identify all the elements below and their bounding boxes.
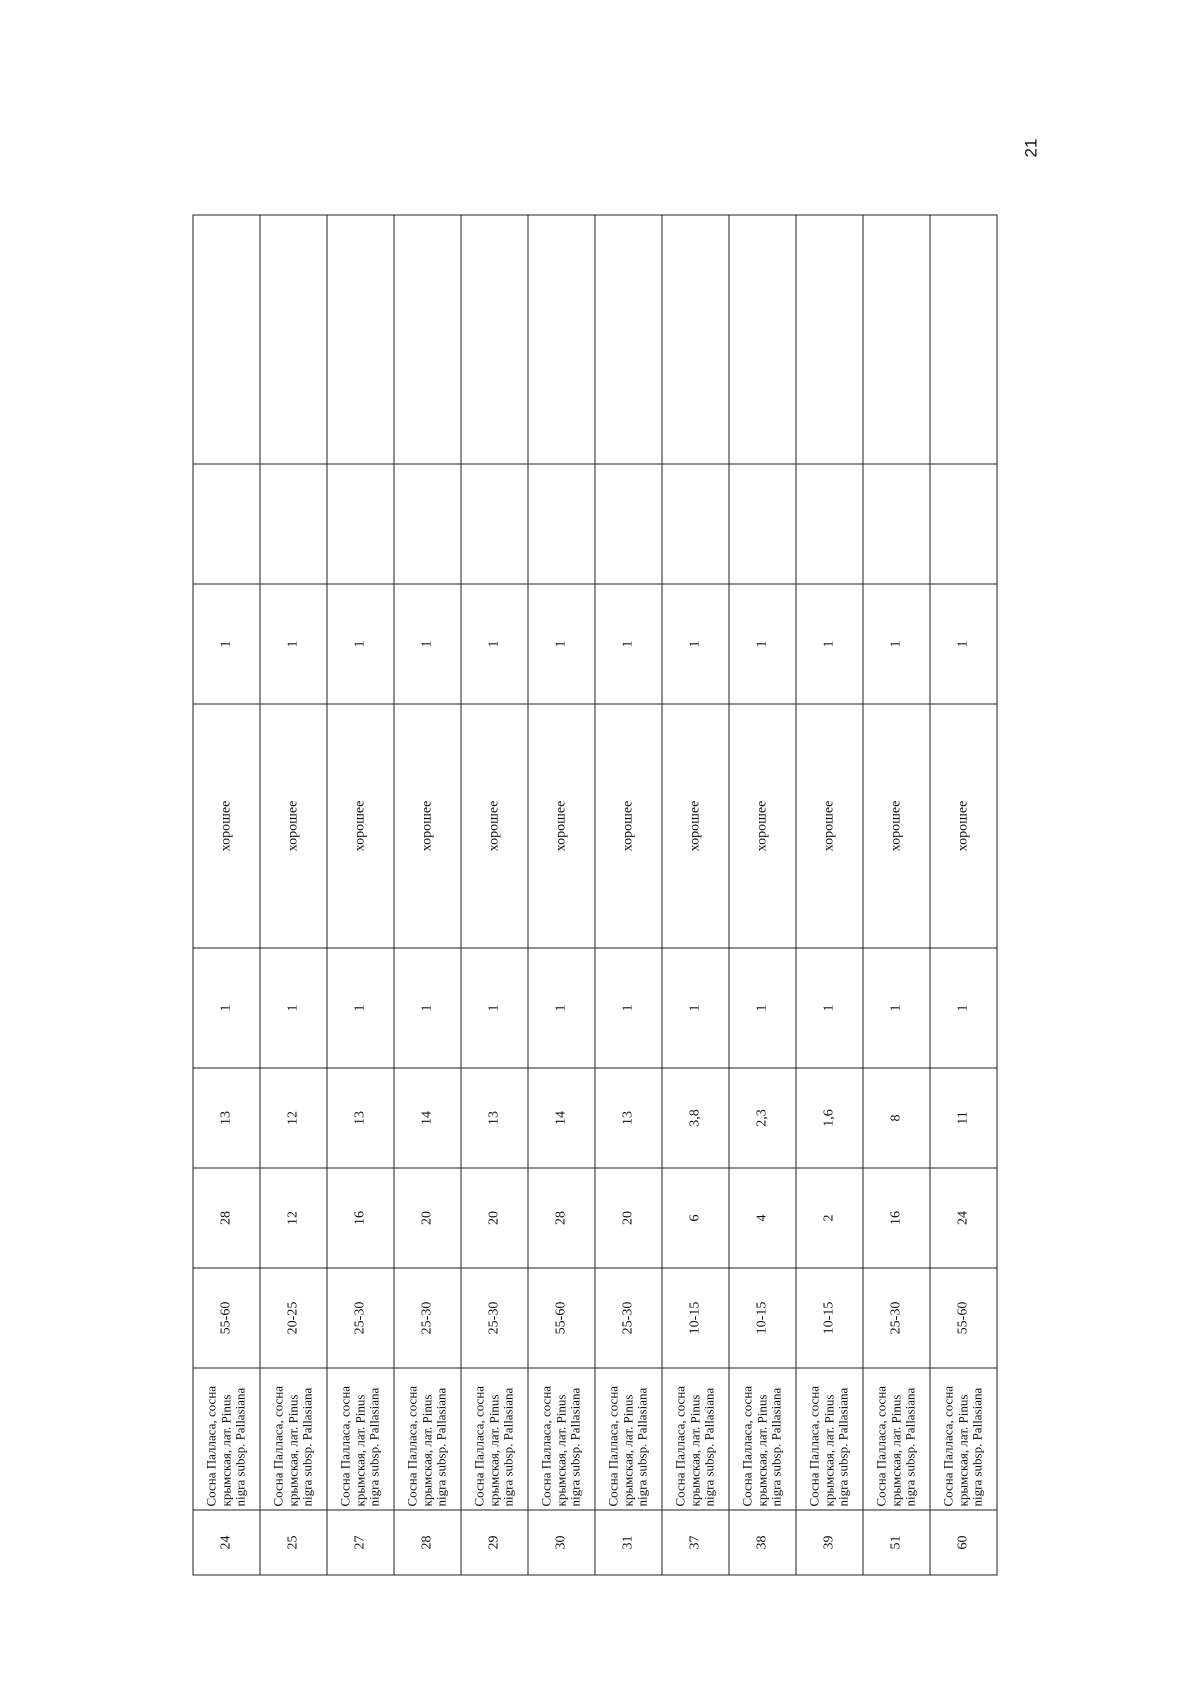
species-line: nigra subsp. Pallasiana (969, 1387, 985, 1507)
table-row (796, 215, 863, 1575)
species-line: nigra subsp. Pallasiana (902, 1387, 918, 1507)
cell-height: 13 (193, 1068, 260, 1168)
species-line: крымская, лат. Pinus (620, 1394, 636, 1507)
cell-category: 1 (193, 584, 260, 704)
species-line: nigra subsp. Pallasiana (366, 1387, 382, 1507)
cell-age: 25-30 (595, 1268, 662, 1368)
species-line: nigra subsp. Pallasiana (433, 1387, 449, 1507)
species-line: Сосна Палласа, сосна (672, 1385, 688, 1507)
cell-diameter: 12 (260, 1168, 327, 1268)
cell-empty (528, 215, 595, 464)
cell-species (729, 1368, 796, 1510)
species-line: Сосна Палласа, сосна (471, 1385, 487, 1507)
cell-count: 1 (662, 948, 729, 1068)
cell-age: 25-30 (461, 1268, 528, 1368)
cell-empty (595, 215, 662, 464)
table-row (595, 215, 662, 1575)
species-line: крымская, лат. Pinus (553, 1394, 569, 1507)
species-line: крымская, лат. Pinus (285, 1394, 301, 1507)
species-line: крымская, лат. Pinus (419, 1394, 435, 1507)
cell-number: 28 (394, 1510, 461, 1575)
cell-empty (729, 464, 796, 584)
cell-height: 13 (461, 1068, 528, 1168)
table-row (863, 215, 930, 1575)
cell-count: 1 (930, 948, 997, 1068)
cell-height: 14 (394, 1068, 461, 1168)
cell-condition: хорошее (595, 704, 662, 948)
cell-age: 10-15 (662, 1268, 729, 1368)
cell-age: 25-30 (394, 1268, 461, 1368)
cell-empty (662, 464, 729, 584)
table-row (193, 215, 260, 1575)
cell-height: 14 (528, 1068, 595, 1168)
cell-species (528, 1368, 595, 1510)
cell-empty (729, 215, 796, 464)
cell-condition: хорошее (327, 704, 394, 948)
species-line: крымская, лат. Pinus (687, 1394, 703, 1507)
species-line: nigra subsp. Pallasiana (232, 1387, 248, 1507)
cell-category: 1 (796, 584, 863, 704)
species-line: Сосна Палласа, сосна (538, 1385, 554, 1507)
cell-species (193, 1368, 260, 1510)
cell-diameter: 16 (327, 1168, 394, 1268)
species-line: Сосна Палласа, сосна (605, 1385, 621, 1507)
species-line: nigra subsp. Pallasiana (567, 1387, 583, 1507)
cell-condition: хорошее (863, 704, 930, 948)
cell-species (595, 1368, 662, 1510)
cell-age: 25-30 (863, 1268, 930, 1368)
cell-species (327, 1368, 394, 1510)
cell-empty (930, 215, 997, 464)
species-line: Сосна Палласа, сосна (873, 1385, 889, 1507)
cell-category: 1 (662, 584, 729, 704)
cell-species (662, 1368, 729, 1510)
cell-diameter: 6 (662, 1168, 729, 1268)
cell-species (394, 1368, 461, 1510)
table-container (193, 216, 998, 1576)
cell-diameter: 28 (193, 1168, 260, 1268)
cell-empty (327, 215, 394, 464)
cell-count: 1 (327, 948, 394, 1068)
cell-condition: хорошее (662, 704, 729, 948)
cell-empty (461, 215, 528, 464)
cell-diameter: 4 (729, 1168, 796, 1268)
cell-height: 8 (863, 1068, 930, 1168)
species-line: Сосна Палласа, сосна (806, 1385, 822, 1507)
cell-condition: хорошее (930, 704, 997, 948)
cell-empty (863, 464, 930, 584)
cell-count: 1 (595, 948, 662, 1068)
cell-diameter: 16 (863, 1168, 930, 1268)
species-line: nigra subsp. Pallasiana (299, 1387, 315, 1507)
species-line: крымская, лат. Pinus (218, 1394, 234, 1507)
cell-empty (394, 215, 461, 464)
page-number: 21 (1021, 138, 1041, 158)
table-row (662, 215, 729, 1575)
species-line: Сосна Палласа, сосна (337, 1385, 353, 1507)
cell-diameter: 20 (595, 1168, 662, 1268)
table-row (729, 215, 796, 1575)
species-line: крымская, лат. Pinus (486, 1394, 502, 1507)
species-line: Сосна Палласа, сосна (404, 1385, 420, 1507)
species-line: Сосна Палласа, сосна (203, 1385, 219, 1507)
cell-height: 2,3 (729, 1068, 796, 1168)
cell-number: 60 (930, 1510, 997, 1575)
cell-category: 1 (260, 584, 327, 704)
cell-condition: хорошее (796, 704, 863, 948)
species-line: крымская, лат. Pinus (955, 1394, 971, 1507)
cell-number: 38 (729, 1510, 796, 1575)
cell-condition: хорошее (729, 704, 796, 948)
cell-count: 1 (528, 948, 595, 1068)
cell-number: 39 (796, 1510, 863, 1575)
cell-number: 31 (595, 1510, 662, 1575)
cell-number: 27 (327, 1510, 394, 1575)
species-line: Сосна Палласа, сосна (270, 1385, 286, 1507)
cell-height: 12 (260, 1068, 327, 1168)
cell-height: 13 (327, 1068, 394, 1168)
table-body (193, 215, 997, 1575)
cell-age: 10-15 (796, 1268, 863, 1368)
cell-empty (193, 464, 260, 584)
cell-empty (528, 464, 595, 584)
cell-empty (662, 215, 729, 464)
table-row (528, 215, 595, 1575)
cell-diameter: 24 (930, 1168, 997, 1268)
cell-species (930, 1368, 997, 1510)
cell-empty (930, 464, 997, 584)
species-line: nigra subsp. Pallasiana (701, 1387, 717, 1507)
cell-age: 10-15 (729, 1268, 796, 1368)
cell-category: 1 (595, 584, 662, 704)
cell-number: 51 (863, 1510, 930, 1575)
table-row (930, 215, 997, 1575)
species-line: Сосна Палласа, сосна (739, 1385, 755, 1507)
cell-age: 55-60 (193, 1268, 260, 1368)
cell-count: 1 (796, 948, 863, 1068)
species-line: nigra subsp. Pallasiana (768, 1387, 784, 1507)
cell-height: 3,8 (662, 1068, 729, 1168)
table-row (394, 215, 461, 1575)
table-row (461, 215, 528, 1575)
cell-count: 1 (863, 948, 930, 1068)
cell-count: 1 (260, 948, 327, 1068)
cell-count: 1 (193, 948, 260, 1068)
cell-age: 20-25 (260, 1268, 327, 1368)
cell-number: 24 (193, 1510, 260, 1575)
cell-species (863, 1368, 930, 1510)
inventory-table (193, 215, 998, 1576)
cell-age: 55-60 (930, 1268, 997, 1368)
cell-height: 11 (930, 1068, 997, 1168)
cell-category: 1 (863, 584, 930, 704)
cell-number: 29 (461, 1510, 528, 1575)
table-row (327, 215, 394, 1575)
cell-count: 1 (729, 948, 796, 1068)
cell-number: 25 (260, 1510, 327, 1575)
cell-condition: хорошее (260, 704, 327, 948)
cell-species (461, 1368, 528, 1510)
cell-diameter: 20 (461, 1168, 528, 1268)
cell-category: 1 (930, 584, 997, 704)
cell-diameter: 28 (528, 1168, 595, 1268)
cell-empty (461, 464, 528, 584)
cell-count: 1 (461, 948, 528, 1068)
cell-category: 1 (528, 584, 595, 704)
cell-empty (394, 464, 461, 584)
table-row (260, 215, 327, 1575)
species-line: nigra subsp. Pallasiana (500, 1387, 516, 1507)
species-line: Сосна Палласа, сосна (940, 1385, 956, 1507)
cell-category: 1 (729, 584, 796, 704)
cell-age: 55-60 (528, 1268, 595, 1368)
cell-condition: хорошее (193, 704, 260, 948)
cell-height: 13 (595, 1068, 662, 1168)
cell-species (260, 1368, 327, 1510)
species-line: крымская, лат. Pinus (754, 1394, 770, 1507)
cell-condition: хорошее (394, 704, 461, 948)
species-line: крымская, лат. Pinus (821, 1394, 837, 1507)
cell-condition: хорошее (528, 704, 595, 948)
cell-number: 30 (528, 1510, 595, 1575)
species-line: крымская, лат. Pinus (888, 1394, 904, 1507)
cell-diameter: 2 (796, 1168, 863, 1268)
species-line: nigra subsp. Pallasiana (634, 1387, 650, 1507)
cell-species (796, 1368, 863, 1510)
species-line: nigra subsp. Pallasiana (835, 1387, 851, 1507)
cell-empty (193, 215, 260, 464)
cell-height: 1,6 (796, 1068, 863, 1168)
species-line: крымская, лат. Pinus (352, 1394, 368, 1507)
cell-empty (260, 464, 327, 584)
cell-category: 1 (394, 584, 461, 704)
cell-category: 1 (461, 584, 528, 704)
cell-condition: хорошее (461, 704, 528, 948)
cell-empty (796, 464, 863, 584)
cell-empty (260, 215, 327, 464)
cell-empty (863, 215, 930, 464)
cell-count: 1 (394, 948, 461, 1068)
cell-category: 1 (327, 584, 394, 704)
cell-empty (595, 464, 662, 584)
cell-diameter: 20 (394, 1168, 461, 1268)
cell-empty (796, 215, 863, 464)
cell-number: 37 (662, 1510, 729, 1575)
cell-empty (327, 464, 394, 584)
cell-age: 25-30 (327, 1268, 394, 1368)
